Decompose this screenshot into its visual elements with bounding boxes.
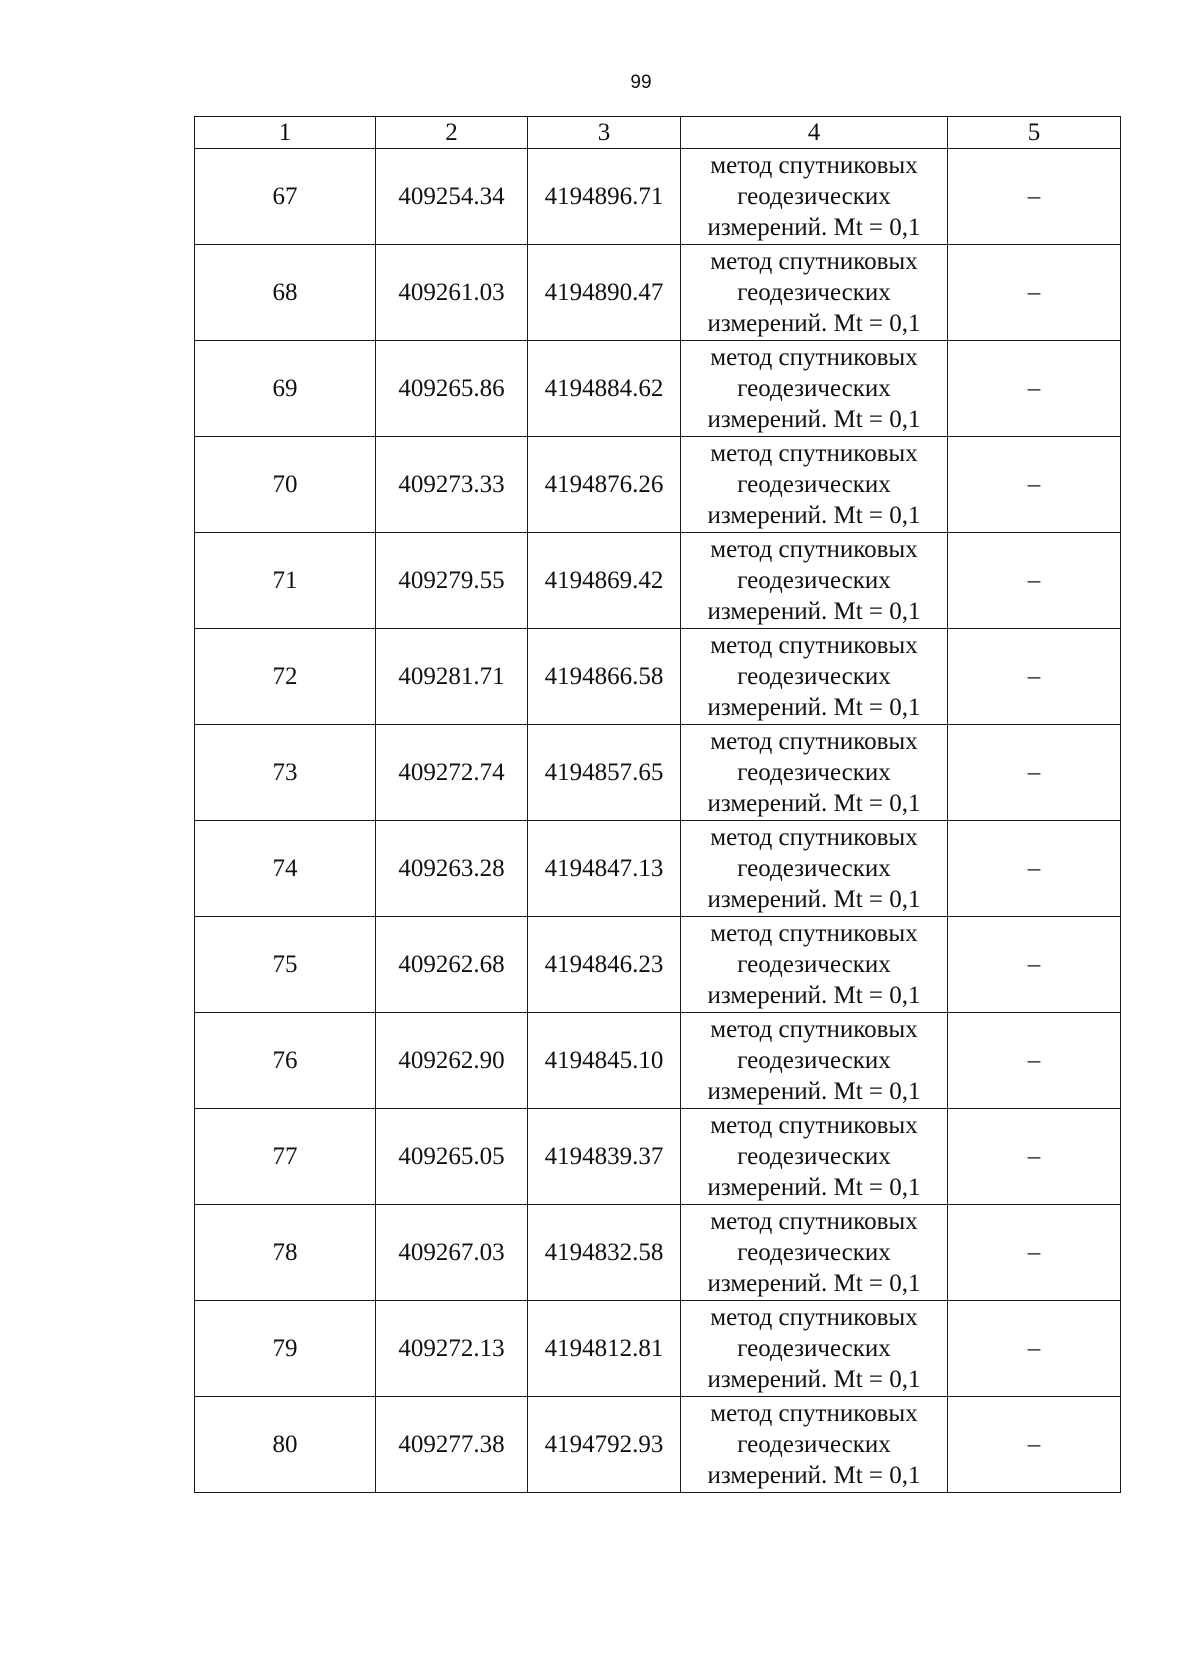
method-line: измерений. Mt = 0,1 <box>707 502 921 529</box>
method-cell <box>681 629 948 725</box>
x-coordinate-cell: 409277.38 <box>376 1397 528 1493</box>
note-cell: – <box>948 725 1121 821</box>
note-cell: – <box>948 1109 1121 1205</box>
method-line: геодезических <box>737 279 891 306</box>
x-coordinate-cell: 409281.71 <box>376 629 528 725</box>
method-cell <box>681 1013 948 1109</box>
x-coordinate-cell: 409272.74 <box>376 725 528 821</box>
table-row <box>195 1013 1121 1109</box>
method-line: метод спутниковых <box>710 344 918 371</box>
y-coordinate-cell: 4194869.42 <box>528 533 681 629</box>
header-col-4: 4 <box>681 117 948 149</box>
method-line: метод спутниковых <box>710 824 918 851</box>
x-coordinate-cell: 409265.86 <box>376 341 528 437</box>
method-line: геодезических <box>737 951 891 978</box>
method-line: измерений. Mt = 0,1 <box>707 790 921 817</box>
x-coordinate-cell: 409254.34 <box>376 149 528 245</box>
header-col-3: 3 <box>528 117 681 149</box>
method-line: метод спутниковых <box>710 440 918 467</box>
note-cell: – <box>948 821 1121 917</box>
method-line: геодезических <box>737 1431 891 1458</box>
y-coordinate-cell: 4194839.37 <box>528 1109 681 1205</box>
method-line: метод спутниковых <box>710 632 918 659</box>
x-coordinate-cell: 409272.13 <box>376 1301 528 1397</box>
note-cell: – <box>948 1301 1121 1397</box>
x-coordinate-cell: 409262.90 <box>376 1013 528 1109</box>
y-coordinate-cell: 4194847.13 <box>528 821 681 917</box>
y-coordinate-cell: 4194884.62 <box>528 341 681 437</box>
x-coordinate-cell: 409261.03 <box>376 245 528 341</box>
method-line: метод спутниковых <box>710 248 918 275</box>
y-coordinate-cell: 4194890.47 <box>528 245 681 341</box>
point-number-cell: 76 <box>195 1013 376 1109</box>
method-line: геодезических <box>737 1335 891 1362</box>
y-coordinate-cell: 4194846.23 <box>528 917 681 1013</box>
table-row <box>195 629 1121 725</box>
method-cell <box>681 725 948 821</box>
method-line: геодезических <box>737 375 891 402</box>
method-cell <box>681 533 948 629</box>
method-line: геодезических <box>737 663 891 690</box>
method-line: измерений. Mt = 0,1 <box>707 694 921 721</box>
table-header <box>195 117 1121 149</box>
header-col-2: 2 <box>376 117 528 149</box>
note-cell: – <box>948 629 1121 725</box>
point-number-cell: 80 <box>195 1397 376 1493</box>
note-cell: – <box>948 437 1121 533</box>
point-number-cell: 71 <box>195 533 376 629</box>
point-number-cell: 77 <box>195 1109 376 1205</box>
table-row <box>195 917 1121 1013</box>
header-col-5: 5 <box>948 117 1121 149</box>
y-coordinate-cell: 4194792.93 <box>528 1397 681 1493</box>
x-coordinate-cell: 409262.68 <box>376 917 528 1013</box>
y-coordinate-cell: 4194812.81 <box>528 1301 681 1397</box>
x-coordinate-cell: 409267.03 <box>376 1205 528 1301</box>
coordinates-table <box>194 116 1121 1493</box>
method-line: измерений. Mt = 0,1 <box>707 1462 921 1489</box>
point-number-cell: 70 <box>195 437 376 533</box>
method-line: измерений. Mt = 0,1 <box>707 214 921 241</box>
header-row <box>195 117 1121 149</box>
header-col-1: 1 <box>195 117 376 149</box>
method-cell <box>681 1109 948 1205</box>
note-cell: – <box>948 533 1121 629</box>
method-line: измерений. Mt = 0,1 <box>707 1366 921 1393</box>
table-body <box>195 149 1121 1493</box>
method-cell <box>681 245 948 341</box>
method-cell <box>681 917 948 1013</box>
method-line: метод спутниковых <box>710 1208 918 1235</box>
method-line: геодезических <box>737 759 891 786</box>
y-coordinate-cell: 4194857.65 <box>528 725 681 821</box>
table-row <box>195 1301 1121 1397</box>
method-line: геодезических <box>737 567 891 594</box>
note-cell: – <box>948 1013 1121 1109</box>
table-row <box>195 149 1121 245</box>
x-coordinate-cell: 409265.05 <box>376 1109 528 1205</box>
note-cell: – <box>948 917 1121 1013</box>
note-cell: – <box>948 245 1121 341</box>
x-coordinate-cell: 409263.28 <box>376 821 528 917</box>
table-row <box>195 341 1121 437</box>
method-cell <box>681 437 948 533</box>
method-cell <box>681 149 948 245</box>
x-coordinate-cell: 409273.33 <box>376 437 528 533</box>
method-line: геодезических <box>737 183 891 210</box>
table-row <box>195 245 1121 341</box>
method-line: метод спутниковых <box>710 1016 918 1043</box>
method-line: измерений. Mt = 0,1 <box>707 598 921 625</box>
method-line: геодезических <box>737 1143 891 1170</box>
method-line: измерений. Mt = 0,1 <box>707 982 921 1009</box>
method-line: измерений. Mt = 0,1 <box>707 1174 921 1201</box>
method-line: метод спутниковых <box>710 920 918 947</box>
table-row <box>195 1397 1121 1493</box>
method-line: геодезических <box>737 1047 891 1074</box>
point-number-cell: 74 <box>195 821 376 917</box>
method-line: измерений. Mt = 0,1 <box>707 406 921 433</box>
method-line: измерений. Mt = 0,1 <box>707 886 921 913</box>
y-coordinate-cell: 4194866.58 <box>528 629 681 725</box>
method-line: метод спутниковых <box>710 728 918 755</box>
method-cell <box>681 1301 948 1397</box>
y-coordinate-cell: 4194896.71 <box>528 149 681 245</box>
method-cell <box>681 1397 948 1493</box>
y-coordinate-cell: 4194876.26 <box>528 437 681 533</box>
note-cell: – <box>948 1397 1121 1493</box>
method-line: геодезических <box>737 471 891 498</box>
table-row <box>195 437 1121 533</box>
point-number-cell: 79 <box>195 1301 376 1397</box>
point-number-cell: 73 <box>195 725 376 821</box>
method-cell <box>681 821 948 917</box>
y-coordinate-cell: 4194832.58 <box>528 1205 681 1301</box>
table-row <box>195 725 1121 821</box>
coordinates-table-container <box>194 116 1120 1493</box>
method-line: метод спутниковых <box>710 1304 918 1331</box>
table-row <box>195 1205 1121 1301</box>
point-number-cell: 78 <box>195 1205 376 1301</box>
table-row <box>195 1109 1121 1205</box>
note-cell: – <box>948 341 1121 437</box>
method-cell <box>681 1205 948 1301</box>
point-number-cell: 69 <box>195 341 376 437</box>
method-line: измерений. Mt = 0,1 <box>707 1270 921 1297</box>
table-row <box>195 821 1121 917</box>
method-line: метод спутниковых <box>710 1112 918 1139</box>
method-line: метод спутниковых <box>710 1400 918 1427</box>
method-line: метод спутниковых <box>710 536 918 563</box>
point-number-cell: 68 <box>195 245 376 341</box>
note-cell: – <box>948 1205 1121 1301</box>
table-row <box>195 533 1121 629</box>
method-line: измерений. Mt = 0,1 <box>707 310 921 337</box>
method-line: геодезических <box>737 855 891 882</box>
note-cell: – <box>948 149 1121 245</box>
method-cell <box>681 341 948 437</box>
method-line: измерений. Mt = 0,1 <box>707 1078 921 1105</box>
point-number-cell: 75 <box>195 917 376 1013</box>
point-number-cell: 72 <box>195 629 376 725</box>
method-line: геодезических <box>737 1239 891 1266</box>
y-coordinate-cell: 4194845.10 <box>528 1013 681 1109</box>
x-coordinate-cell: 409279.55 <box>376 533 528 629</box>
page-number: 99 <box>630 72 652 93</box>
method-line: метод спутниковых <box>710 152 918 179</box>
point-number-cell: 67 <box>195 149 376 245</box>
